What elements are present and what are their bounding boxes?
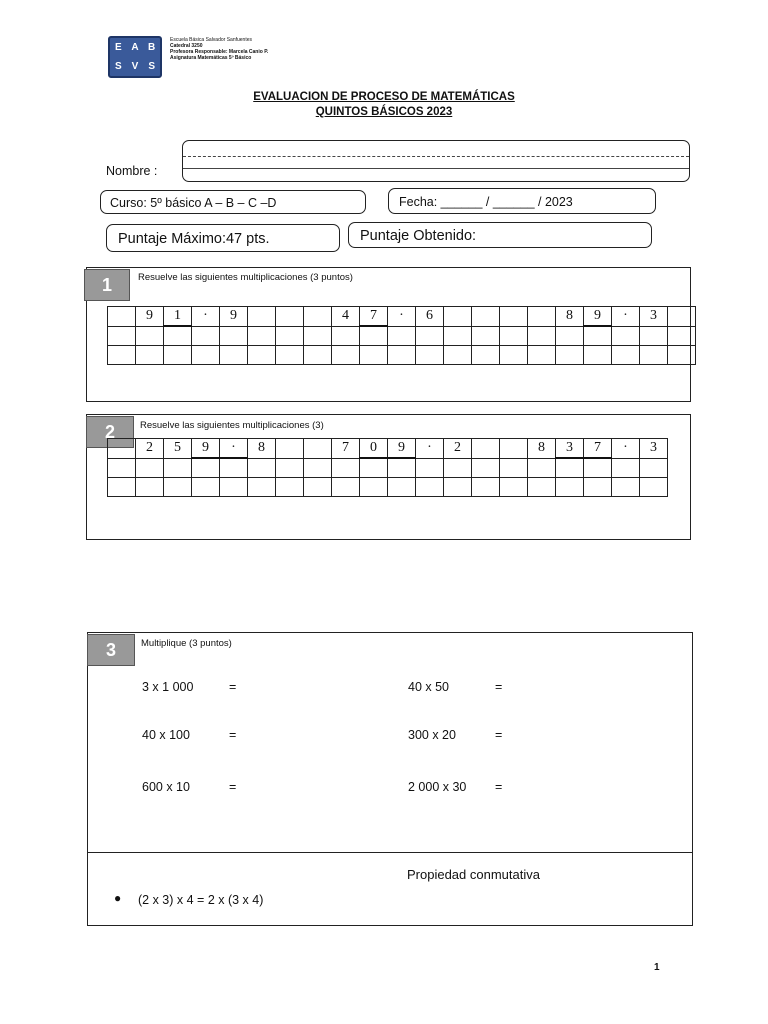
grid-cell[interactable] (612, 346, 640, 365)
doc-title-1: EVALUACION DE PROCESO DE MATEMÁTICAS (253, 91, 515, 103)
grid-cell[interactable] (528, 458, 556, 478)
grid-cell[interactable] (584, 478, 612, 497)
nombre-label: Nombre : (106, 164, 158, 178)
grid-cell[interactable] (416, 478, 444, 497)
section-1-instruction: Resuelve las siguientes multiplicaciones (3 puntos) (138, 272, 353, 283)
logo-letter: S (114, 61, 122, 72)
grid-cell (108, 439, 136, 459)
grid-cell[interactable] (108, 346, 136, 365)
grid-cell[interactable] (164, 346, 192, 365)
grid-cell: 3 (556, 439, 584, 459)
doc-title-2: QUINTOS BÁSICOS 2023 (315, 106, 453, 118)
section-3-number: 3 (87, 634, 135, 666)
grid-cell[interactable] (192, 326, 220, 346)
grid-cell: 3 (640, 307, 668, 327)
grid-cell[interactable] (304, 326, 332, 346)
grid-cell: · (388, 307, 416, 327)
grid-cell: 7 (332, 439, 360, 459)
grid-cell[interactable] (556, 346, 584, 365)
grid-cell[interactable] (416, 326, 444, 346)
grid-cell: 2 (444, 439, 472, 459)
grid-row (108, 478, 668, 497)
grid-cell[interactable] (416, 346, 444, 365)
grid-cell: 7 (584, 439, 612, 459)
grid-cell: 9 (388, 439, 416, 459)
grid-cell[interactable] (668, 346, 696, 365)
grid-cell (500, 439, 528, 459)
grid-cell (500, 307, 528, 327)
section-1-grid (107, 306, 696, 365)
grid-row (108, 458, 668, 478)
grid-cell[interactable] (584, 326, 612, 346)
grid-row (108, 307, 696, 327)
grid-cell: 8 (528, 439, 556, 459)
school-logo (108, 36, 162, 78)
grid-cell[interactable] (220, 326, 248, 346)
grid-cell[interactable] (164, 458, 192, 478)
logo-letter: B (148, 42, 156, 53)
grid-cell[interactable] (108, 326, 136, 346)
grid-cell[interactable] (248, 478, 276, 497)
grid-cell: 5 (164, 439, 192, 459)
grid-cell[interactable] (612, 458, 640, 478)
equals-right-3: = (495, 780, 503, 794)
grid-cell (472, 307, 500, 327)
grid-cell[interactable] (528, 346, 556, 365)
grid-cell[interactable] (220, 478, 248, 497)
grid-cell: 2 (136, 439, 164, 459)
grid-cell[interactable] (108, 478, 136, 497)
grid-cell[interactable] (192, 346, 220, 365)
expr-left-2: 40 x 100 (142, 728, 190, 742)
grid-cell: 9 (136, 307, 164, 327)
grid-cell[interactable] (220, 346, 248, 365)
grid-cell: · (612, 439, 640, 459)
grid-cell[interactable] (668, 326, 696, 346)
grid-cell[interactable] (248, 346, 276, 365)
grid-cell (248, 307, 276, 327)
grid-cell[interactable] (556, 458, 584, 478)
school-name: Escuela Básica Salvador Sanfuentes (170, 37, 252, 43)
grid-cell[interactable] (416, 458, 444, 478)
logo-letter: E (114, 42, 122, 53)
grid-cell: 8 (248, 439, 276, 459)
grid-cell[interactable] (360, 458, 388, 478)
logo-letter: V (131, 61, 139, 72)
expr-right-1: 40 x 50 (408, 680, 450, 694)
section-3 (87, 632, 693, 926)
grid-cell[interactable] (164, 478, 192, 497)
grid-cell[interactable] (276, 478, 304, 497)
grid-cell (528, 307, 556, 327)
grid-cell: · (220, 439, 248, 459)
grid-cell[interactable] (108, 458, 136, 478)
grid-cell[interactable] (276, 458, 304, 478)
grid-cell (444, 307, 472, 327)
page-number: 1 (654, 962, 660, 973)
grid-cell[interactable] (136, 326, 164, 346)
grid-cell[interactable] (388, 478, 416, 497)
logo-letter: S (148, 61, 155, 72)
grid-cell (276, 439, 304, 459)
grid-cell (304, 307, 332, 327)
grid-cell[interactable] (304, 346, 332, 365)
grid-cell[interactable] (248, 458, 276, 478)
grid-cell[interactable] (444, 346, 472, 365)
nombre-field[interactable] (182, 140, 690, 182)
grid-cell[interactable] (528, 478, 556, 497)
puntaje-maximo-box: Puntaje Máximo:47 pts. (106, 224, 340, 252)
grid-row (108, 346, 696, 365)
grid-row (108, 326, 696, 346)
grid-cell: · (192, 307, 220, 327)
grid-cell[interactable] (556, 326, 584, 346)
grid-cell[interactable] (500, 346, 528, 365)
grid-cell: 9 (192, 439, 220, 459)
grid-cell[interactable] (276, 346, 304, 365)
grid-cell[interactable] (360, 478, 388, 497)
grid-cell[interactable] (276, 326, 304, 346)
grid-cell[interactable] (500, 478, 528, 497)
grid-cell[interactable] (248, 326, 276, 346)
property-expression: (2 x 3) x 4 = 2 x (3 x 4) (138, 893, 264, 907)
grid-cell[interactable] (136, 478, 164, 497)
equals-right-1: = (495, 680, 503, 694)
equals-right-2: = (495, 728, 503, 742)
teacher: Profesora Responsable: Marcela Canio P. (170, 49, 269, 55)
grid-cell: 4 (332, 307, 360, 327)
grid-cell[interactable] (640, 326, 668, 346)
grid-cell[interactable] (444, 326, 472, 346)
grid-cell[interactable] (304, 478, 332, 497)
section-1-number: 1 (84, 269, 130, 301)
expr-right-2: 300 x 20 (408, 728, 456, 742)
logo-letter: A (131, 42, 139, 53)
grid-cell: 9 (584, 307, 612, 327)
grid-cell[interactable] (192, 478, 220, 497)
grid-cell[interactable] (612, 478, 640, 497)
grid-cell (304, 439, 332, 459)
grid-cell: 9 (220, 307, 248, 327)
grid-cell[interactable] (388, 346, 416, 365)
grid-cell[interactable] (136, 458, 164, 478)
grid-cell[interactable] (472, 478, 500, 497)
grid-cell[interactable] (332, 478, 360, 497)
puntaje-obtenido-box[interactable]: Puntaje Obtenido: (348, 222, 652, 248)
grid-cell[interactable] (332, 458, 360, 478)
grid-cell[interactable] (360, 326, 388, 346)
grid-cell[interactable] (444, 478, 472, 497)
grid-cell[interactable] (444, 458, 472, 478)
curso-box: Curso: 5º básico A – B – C –D (100, 190, 366, 214)
section-2-grid (107, 438, 668, 497)
school-info (170, 37, 268, 61)
equals-left-3: = (229, 780, 237, 794)
grid-row (108, 439, 668, 459)
school-address: Catedral 3250 (170, 43, 203, 49)
grid-cell[interactable] (640, 478, 668, 497)
grid-cell[interactable] (136, 346, 164, 365)
equals-left-2: = (229, 728, 237, 742)
grid-cell (472, 439, 500, 459)
subject: Asignatura Matemáticas 5º Básico (170, 55, 252, 61)
grid-cell[interactable] (220, 458, 248, 478)
grid-cell[interactable] (500, 458, 528, 478)
grid-cell: 7 (360, 307, 388, 327)
grid-cell: 8 (556, 307, 584, 327)
grid-cell: 0 (360, 439, 388, 459)
grid-cell[interactable] (472, 458, 500, 478)
grid-cell (108, 307, 136, 327)
grid-cell[interactable] (472, 326, 500, 346)
expr-right-3: 2 000 x 30 (408, 780, 467, 794)
expr-left-3: 600 x 10 (142, 780, 190, 794)
section-2-number: 2 (86, 416, 134, 448)
grid-cell: 6 (416, 307, 444, 327)
grid-cell[interactable] (332, 346, 360, 365)
grid-cell (668, 307, 696, 327)
fecha-box[interactable]: Fecha: ______ / ______ / 2023 (388, 188, 656, 214)
grid-cell: · (416, 439, 444, 459)
bullet-icon: ● (114, 891, 122, 905)
expr-left-1: 3 x 1 000 (142, 680, 194, 694)
grid-cell[interactable] (640, 458, 668, 478)
section-2-instruction: Resuelve las siguientes multiplicaciones (3) (140, 420, 324, 431)
grid-cell[interactable] (640, 346, 668, 365)
grid-cell[interactable] (304, 458, 332, 478)
section-3-instruction: Multiplique (3 puntos) (141, 638, 232, 649)
grid-cell (276, 307, 304, 327)
grid-cell[interactable] (556, 478, 584, 497)
grid-cell[interactable] (360, 346, 388, 365)
grid-cell[interactable] (192, 458, 220, 478)
grid-cell: 3 (640, 439, 668, 459)
grid-cell: · (612, 307, 640, 327)
grid-cell[interactable] (472, 346, 500, 365)
grid-cell[interactable] (584, 458, 612, 478)
grid-cell[interactable] (584, 346, 612, 365)
equals-left-1: = (229, 680, 237, 694)
grid-cell[interactable] (164, 326, 192, 346)
grid-cell[interactable] (388, 326, 416, 346)
grid-cell[interactable] (528, 326, 556, 346)
grid-cell[interactable] (332, 326, 360, 346)
grid-cell: 1 (164, 307, 192, 327)
grid-cell[interactable] (612, 326, 640, 346)
grid-cell[interactable] (388, 458, 416, 478)
property-title: Propiedad conmutativa (407, 867, 540, 882)
grid-cell[interactable] (500, 326, 528, 346)
